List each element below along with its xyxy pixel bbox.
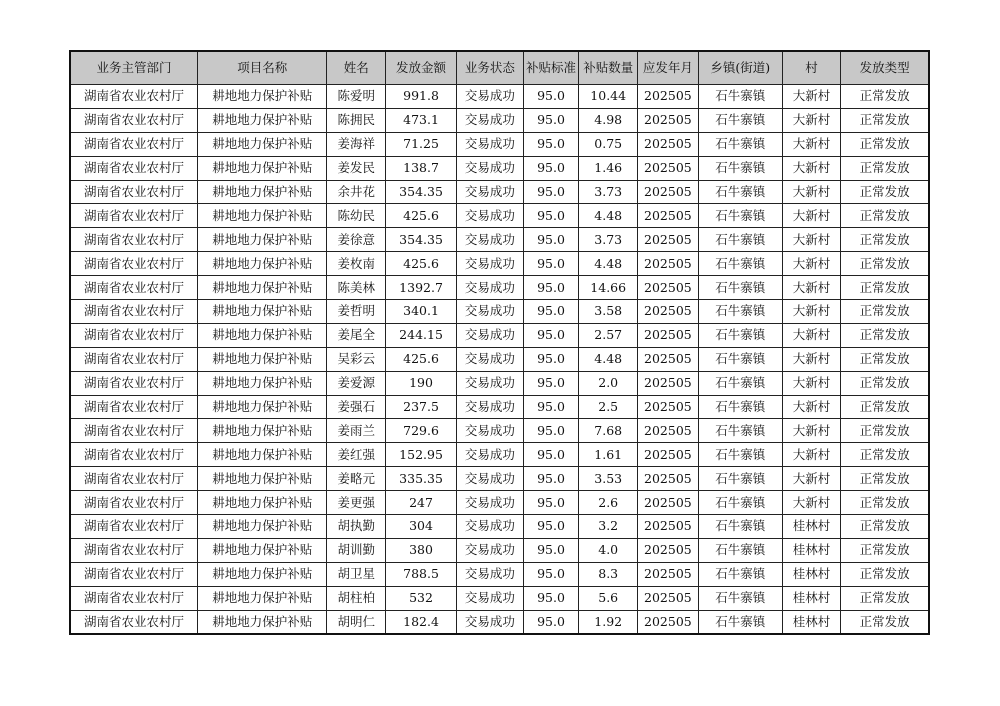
cell-project-name: 耕地地力保护补贴: [197, 156, 327, 180]
cell-town: 石牛寨镇: [698, 395, 782, 419]
cell-name: 姜枚南: [327, 252, 386, 276]
cell-standard: 95.0: [523, 586, 579, 610]
table-row: [70, 467, 929, 491]
cell-status: 交易成功: [456, 276, 523, 300]
cell-name: 陈爱明: [327, 85, 386, 109]
cell-type: 正常发放: [841, 228, 929, 252]
cell-amount: 729.6: [386, 419, 457, 443]
cell-project-name: 耕地地力保护补贴: [197, 562, 327, 586]
table-row: [70, 276, 929, 300]
table-row: [70, 610, 929, 634]
table-row: [70, 180, 929, 204]
cell-project-name: 耕地地力保护补贴: [197, 610, 327, 634]
table-row: [70, 85, 929, 109]
table-row: [70, 132, 929, 156]
cell-type: 正常发放: [841, 156, 929, 180]
cell-name: 姜发民: [327, 156, 386, 180]
cell-village: 大新村: [782, 323, 841, 347]
header-department: 业务主管部门: [70, 51, 197, 85]
cell-type: 正常发放: [841, 108, 929, 132]
cell-quantity: 3.73: [579, 180, 638, 204]
cell-standard: 95.0: [523, 395, 579, 419]
cell-quantity: 2.0: [579, 371, 638, 395]
cell-quantity: 4.0: [579, 538, 638, 562]
cell-status: 交易成功: [456, 132, 523, 156]
cell-name: 胡柱柏: [327, 586, 386, 610]
cell-type: 正常发放: [841, 467, 929, 491]
cell-standard: 95.0: [523, 300, 579, 324]
cell-name: 姜哲明: [327, 300, 386, 324]
cell-type: 正常发放: [841, 419, 929, 443]
cell-status: 交易成功: [456, 562, 523, 586]
cell-name: 姜更强: [327, 491, 386, 515]
cell-period: 202505: [638, 300, 699, 324]
cell-quantity: 8.3: [579, 562, 638, 586]
cell-village: 大新村: [782, 204, 841, 228]
cell-period: 202505: [638, 419, 699, 443]
cell-period: 202505: [638, 538, 699, 562]
cell-standard: 95.0: [523, 538, 579, 562]
cell-department: 湖南省农业农村厅: [70, 443, 197, 467]
header-period: 应发年月: [638, 51, 699, 85]
cell-amount: 190: [386, 371, 457, 395]
header-standard: 补贴标准: [523, 51, 579, 85]
cell-village: 大新村: [782, 108, 841, 132]
cell-town: 石牛寨镇: [698, 538, 782, 562]
cell-project-name: 耕地地力保护补贴: [197, 395, 327, 419]
cell-town: 石牛寨镇: [698, 491, 782, 515]
table-row: [70, 204, 929, 228]
cell-project-name: 耕地地力保护补贴: [197, 180, 327, 204]
cell-quantity: 2.57: [579, 323, 638, 347]
cell-amount: 991.8: [386, 85, 457, 109]
cell-amount: 304: [386, 515, 457, 539]
cell-period: 202505: [638, 228, 699, 252]
cell-village: 大新村: [782, 228, 841, 252]
cell-project-name: 耕地地力保护补贴: [197, 467, 327, 491]
cell-status: 交易成功: [456, 228, 523, 252]
cell-department: 湖南省农业农村厅: [70, 515, 197, 539]
cell-status: 交易成功: [456, 347, 523, 371]
cell-amount: 1392.7: [386, 276, 457, 300]
cell-type: 正常发放: [841, 371, 929, 395]
cell-period: 202505: [638, 491, 699, 515]
cell-quantity: 5.6: [579, 586, 638, 610]
cell-town: 石牛寨镇: [698, 419, 782, 443]
cell-amount: 425.6: [386, 204, 457, 228]
cell-village: 桂林村: [782, 586, 841, 610]
cell-village: 大新村: [782, 252, 841, 276]
cell-name: 陈幼民: [327, 204, 386, 228]
cell-town: 石牛寨镇: [698, 347, 782, 371]
cell-village: 大新村: [782, 395, 841, 419]
cell-project-name: 耕地地力保护补贴: [197, 538, 327, 562]
cell-name: 胡训勤: [327, 538, 386, 562]
cell-department: 湖南省农业农村厅: [70, 156, 197, 180]
cell-town: 石牛寨镇: [698, 132, 782, 156]
cell-name: 姜爱源: [327, 371, 386, 395]
cell-standard: 95.0: [523, 347, 579, 371]
table-row: [70, 371, 929, 395]
cell-village: 大新村: [782, 491, 841, 515]
table-row: [70, 491, 929, 515]
cell-department: 湖南省农业农村厅: [70, 252, 197, 276]
cell-type: 正常发放: [841, 395, 929, 419]
cell-standard: 95.0: [523, 467, 579, 491]
cell-quantity: 0.75: [579, 132, 638, 156]
cell-amount: 473.1: [386, 108, 457, 132]
cell-status: 交易成功: [456, 538, 523, 562]
header-amount: 发放金额: [386, 51, 457, 85]
cell-type: 正常发放: [841, 323, 929, 347]
cell-name: 姜略元: [327, 467, 386, 491]
cell-department: 湖南省农业农村厅: [70, 228, 197, 252]
cell-period: 202505: [638, 347, 699, 371]
cell-village: 大新村: [782, 132, 841, 156]
cell-period: 202505: [638, 323, 699, 347]
cell-standard: 95.0: [523, 108, 579, 132]
cell-town: 石牛寨镇: [698, 562, 782, 586]
cell-quantity: 7.68: [579, 419, 638, 443]
cell-status: 交易成功: [456, 419, 523, 443]
cell-village: 大新村: [782, 347, 841, 371]
cell-status: 交易成功: [456, 610, 523, 634]
cell-village: 大新村: [782, 276, 841, 300]
cell-quantity: 2.6: [579, 491, 638, 515]
cell-status: 交易成功: [456, 467, 523, 491]
header-village: 村: [782, 51, 841, 85]
cell-quantity: 1.92: [579, 610, 638, 634]
cell-amount: 340.1: [386, 300, 457, 324]
cell-type: 正常发放: [841, 586, 929, 610]
cell-type: 正常发放: [841, 443, 929, 467]
cell-name: 姜雨兰: [327, 419, 386, 443]
cell-town: 石牛寨镇: [698, 443, 782, 467]
cell-amount: 182.4: [386, 610, 457, 634]
cell-type: 正常发放: [841, 132, 929, 156]
cell-type: 正常发放: [841, 252, 929, 276]
cell-status: 交易成功: [456, 204, 523, 228]
cell-town: 石牛寨镇: [698, 515, 782, 539]
cell-status: 交易成功: [456, 108, 523, 132]
cell-amount: 237.5: [386, 395, 457, 419]
table-row: [70, 156, 929, 180]
cell-project-name: 耕地地力保护补贴: [197, 515, 327, 539]
cell-standard: 95.0: [523, 156, 579, 180]
cell-period: 202505: [638, 610, 699, 634]
cell-amount: 138.7: [386, 156, 457, 180]
cell-name: 姜海祥: [327, 132, 386, 156]
cell-town: 石牛寨镇: [698, 108, 782, 132]
cell-town: 石牛寨镇: [698, 156, 782, 180]
cell-village: 大新村: [782, 419, 841, 443]
header-town: 乡镇(街道): [698, 51, 782, 85]
cell-village: 大新村: [782, 371, 841, 395]
cell-quantity: 3.53: [579, 467, 638, 491]
cell-standard: 95.0: [523, 85, 579, 109]
cell-department: 湖南省农业农村厅: [70, 467, 197, 491]
cell-quantity: 10.44: [579, 85, 638, 109]
cell-status: 交易成功: [456, 323, 523, 347]
cell-type: 正常发放: [841, 180, 929, 204]
cell-project-name: 耕地地力保护补贴: [197, 204, 327, 228]
table-row: [70, 443, 929, 467]
header-row: [70, 51, 929, 85]
cell-quantity: 4.48: [579, 252, 638, 276]
cell-name: 姜红强: [327, 443, 386, 467]
cell-status: 交易成功: [456, 371, 523, 395]
header-type: 发放类型: [841, 51, 929, 85]
cell-town: 石牛寨镇: [698, 323, 782, 347]
table-row: [70, 538, 929, 562]
cell-amount: 71.25: [386, 132, 457, 156]
cell-standard: 95.0: [523, 252, 579, 276]
cell-amount: 152.95: [386, 443, 457, 467]
cell-village: 大新村: [782, 467, 841, 491]
cell-amount: 244.15: [386, 323, 457, 347]
cell-department: 湖南省农业农村厅: [70, 586, 197, 610]
table-row: [70, 586, 929, 610]
cell-project-name: 耕地地力保护补贴: [197, 85, 327, 109]
cell-name: 姜徐意: [327, 228, 386, 252]
header-status: 业务状态: [456, 51, 523, 85]
cell-town: 石牛寨镇: [698, 610, 782, 634]
cell-period: 202505: [638, 395, 699, 419]
cell-village: 桂林村: [782, 562, 841, 586]
table-row: [70, 108, 929, 132]
cell-status: 交易成功: [456, 491, 523, 515]
cell-period: 202505: [638, 586, 699, 610]
table-body: [70, 85, 929, 635]
cell-village: 大新村: [782, 180, 841, 204]
cell-quantity: 4.48: [579, 204, 638, 228]
cell-project-name: 耕地地力保护补贴: [197, 347, 327, 371]
cell-name: 余井花: [327, 180, 386, 204]
cell-status: 交易成功: [456, 252, 523, 276]
cell-type: 正常发放: [841, 491, 929, 515]
cell-name: 胡明仁: [327, 610, 386, 634]
cell-period: 202505: [638, 156, 699, 180]
header-name: 姓名: [327, 51, 386, 85]
cell-project-name: 耕地地力保护补贴: [197, 252, 327, 276]
cell-standard: 95.0: [523, 610, 579, 634]
cell-standard: 95.0: [523, 562, 579, 586]
cell-status: 交易成功: [456, 300, 523, 324]
cell-department: 湖南省农业农村厅: [70, 371, 197, 395]
cell-amount: 247: [386, 491, 457, 515]
cell-department: 湖南省农业农村厅: [70, 132, 197, 156]
cell-status: 交易成功: [456, 180, 523, 204]
cell-project-name: 耕地地力保护补贴: [197, 108, 327, 132]
cell-project-name: 耕地地力保护补贴: [197, 371, 327, 395]
cell-name: 胡执勤: [327, 515, 386, 539]
cell-department: 湖南省农业农村厅: [70, 276, 197, 300]
cell-project-name: 耕地地力保护补贴: [197, 586, 327, 610]
cell-department: 湖南省农业农村厅: [70, 347, 197, 371]
cell-standard: 95.0: [523, 443, 579, 467]
cell-status: 交易成功: [456, 156, 523, 180]
cell-department: 湖南省农业农村厅: [70, 180, 197, 204]
cell-village: 大新村: [782, 156, 841, 180]
cell-town: 石牛寨镇: [698, 300, 782, 324]
cell-village: 大新村: [782, 300, 841, 324]
cell-period: 202505: [638, 108, 699, 132]
cell-period: 202505: [638, 443, 699, 467]
cell-department: 湖南省农业农村厅: [70, 610, 197, 634]
cell-department: 湖南省农业农村厅: [70, 562, 197, 586]
cell-project-name: 耕地地力保护补贴: [197, 276, 327, 300]
cell-village: 桂林村: [782, 515, 841, 539]
cell-amount: 354.35: [386, 228, 457, 252]
cell-standard: 95.0: [523, 276, 579, 300]
subsidy-table: [69, 50, 930, 635]
table-row: [70, 300, 929, 324]
cell-amount: 532: [386, 586, 457, 610]
cell-amount: 425.6: [386, 252, 457, 276]
cell-department: 湖南省农业农村厅: [70, 538, 197, 562]
cell-status: 交易成功: [456, 395, 523, 419]
table-row: [70, 323, 929, 347]
cell-period: 202505: [638, 132, 699, 156]
cell-type: 正常发放: [841, 276, 929, 300]
cell-town: 石牛寨镇: [698, 252, 782, 276]
cell-quantity: 3.58: [579, 300, 638, 324]
cell-type: 正常发放: [841, 347, 929, 371]
cell-standard: 95.0: [523, 419, 579, 443]
cell-quantity: 4.98: [579, 108, 638, 132]
table-row: [70, 347, 929, 371]
cell-village: 桂林村: [782, 610, 841, 634]
cell-amount: 354.35: [386, 180, 457, 204]
cell-quantity: 3.2: [579, 515, 638, 539]
cell-quantity: 1.46: [579, 156, 638, 180]
cell-standard: 95.0: [523, 323, 579, 347]
cell-quantity: 3.73: [579, 228, 638, 252]
cell-status: 交易成功: [456, 85, 523, 109]
cell-amount: 380: [386, 538, 457, 562]
cell-town: 石牛寨镇: [698, 371, 782, 395]
cell-period: 202505: [638, 467, 699, 491]
header-quantity: 补贴数量: [579, 51, 638, 85]
cell-quantity: 1.61: [579, 443, 638, 467]
cell-amount: 788.5: [386, 562, 457, 586]
cell-standard: 95.0: [523, 204, 579, 228]
cell-type: 正常发放: [841, 204, 929, 228]
table-row: [70, 419, 929, 443]
cell-amount: 335.35: [386, 467, 457, 491]
cell-department: 湖南省农业农村厅: [70, 108, 197, 132]
cell-quantity: 14.66: [579, 276, 638, 300]
cell-town: 石牛寨镇: [698, 180, 782, 204]
cell-town: 石牛寨镇: [698, 586, 782, 610]
cell-period: 202505: [638, 562, 699, 586]
cell-status: 交易成功: [456, 586, 523, 610]
cell-type: 正常发放: [841, 538, 929, 562]
cell-project-name: 耕地地力保护补贴: [197, 300, 327, 324]
cell-name: 姜强石: [327, 395, 386, 419]
cell-period: 202505: [638, 276, 699, 300]
cell-period: 202505: [638, 252, 699, 276]
cell-standard: 95.0: [523, 491, 579, 515]
cell-town: 石牛寨镇: [698, 276, 782, 300]
cell-type: 正常发放: [841, 562, 929, 586]
cell-period: 202505: [638, 204, 699, 228]
cell-department: 湖南省农业农村厅: [70, 395, 197, 419]
cell-village: 桂林村: [782, 538, 841, 562]
cell-type: 正常发放: [841, 515, 929, 539]
cell-project-name: 耕地地力保护补贴: [197, 323, 327, 347]
cell-quantity: 4.48: [579, 347, 638, 371]
table-row: [70, 515, 929, 539]
cell-standard: 95.0: [523, 371, 579, 395]
cell-department: 湖南省农业农村厅: [70, 491, 197, 515]
cell-town: 石牛寨镇: [698, 204, 782, 228]
cell-type: 正常发放: [841, 85, 929, 109]
cell-period: 202505: [638, 85, 699, 109]
cell-name: 陈拥民: [327, 108, 386, 132]
cell-project-name: 耕地地力保护补贴: [197, 132, 327, 156]
cell-period: 202505: [638, 371, 699, 395]
cell-period: 202505: [638, 180, 699, 204]
cell-town: 石牛寨镇: [698, 467, 782, 491]
cell-standard: 95.0: [523, 228, 579, 252]
cell-project-name: 耕地地力保护补贴: [197, 443, 327, 467]
cell-standard: 95.0: [523, 132, 579, 156]
cell-project-name: 耕地地力保护补贴: [197, 491, 327, 515]
table-row: [70, 252, 929, 276]
cell-status: 交易成功: [456, 443, 523, 467]
cell-village: 大新村: [782, 443, 841, 467]
cell-name: 姜尾全: [327, 323, 386, 347]
cell-name: 陈美林: [327, 276, 386, 300]
cell-name: 吴彩云: [327, 347, 386, 371]
cell-period: 202505: [638, 515, 699, 539]
cell-department: 湖南省农业农村厅: [70, 204, 197, 228]
cell-village: 大新村: [782, 85, 841, 109]
header-project-name: 项目名称: [197, 51, 327, 85]
cell-status: 交易成功: [456, 515, 523, 539]
cell-amount: 425.6: [386, 347, 457, 371]
cell-project-name: 耕地地力保护补贴: [197, 419, 327, 443]
cell-quantity: 2.5: [579, 395, 638, 419]
table-row: [70, 562, 929, 586]
table-row: [70, 228, 929, 252]
cell-type: 正常发放: [841, 300, 929, 324]
table-row: [70, 395, 929, 419]
cell-department: 湖南省农业农村厅: [70, 419, 197, 443]
cell-department: 湖南省农业农村厅: [70, 85, 197, 109]
cell-name: 胡卫星: [327, 562, 386, 586]
cell-department: 湖南省农业农村厅: [70, 300, 197, 324]
cell-standard: 95.0: [523, 180, 579, 204]
cell-project-name: 耕地地力保护补贴: [197, 228, 327, 252]
cell-type: 正常发放: [841, 610, 929, 634]
cell-town: 石牛寨镇: [698, 228, 782, 252]
cell-town: 石牛寨镇: [698, 85, 782, 109]
cell-standard: 95.0: [523, 515, 579, 539]
cell-department: 湖南省农业农村厅: [70, 323, 197, 347]
